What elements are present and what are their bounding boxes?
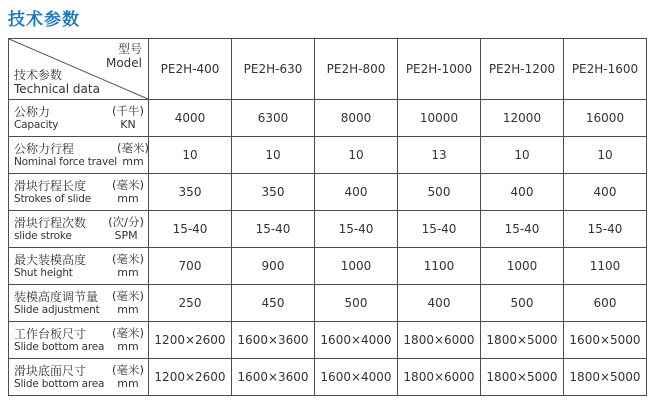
value-cell: 16000: [564, 100, 647, 137]
value-cell: 1800×6000: [398, 359, 481, 396]
param-unit-cn: (毫米): [117, 140, 149, 155]
value-cell: 15-40: [564, 211, 647, 248]
column-header-pe2h-630: PE2H-630: [232, 39, 315, 100]
param-unit-cn: (毫米): [112, 177, 144, 192]
value-cell: 8000: [315, 100, 398, 137]
param-unit-en: mm: [117, 340, 139, 354]
table-row: [9, 248, 647, 285]
value-cell: 600: [564, 285, 647, 322]
value-cell: 700: [149, 248, 232, 285]
header-row: [9, 39, 647, 100]
value-cell: 1200×2600: [149, 359, 232, 396]
value-cell: 900: [232, 248, 315, 285]
param-unit-en: mm: [117, 303, 139, 317]
value-cell: 1200×2600: [149, 322, 232, 359]
corner-model-en: Model: [105, 56, 142, 71]
value-cell: 350: [232, 174, 315, 211]
value-cell: 400: [564, 174, 647, 211]
param-name-en: Strokes of slide: [14, 192, 91, 205]
value-cell: 13: [398, 137, 481, 174]
value-cell: 15-40: [315, 211, 398, 248]
param-unit-en: mm: [117, 192, 139, 206]
value-cell: 10: [564, 137, 647, 174]
value-cell: 10: [315, 137, 398, 174]
value-cell: 1600×3600: [232, 322, 315, 359]
param-name-cn: 公称力: [14, 104, 51, 119]
value-cell: 500: [315, 285, 398, 322]
row-label-cell: [9, 285, 149, 322]
param-name-en: Capacity: [14, 118, 59, 131]
value-cell: 10000: [398, 100, 481, 137]
value-cell: 10: [149, 137, 232, 174]
param-name-cn: 滑块行程次数: [14, 215, 87, 230]
table-row: [9, 285, 647, 322]
table-row: [9, 137, 647, 174]
param-unit-cn: (毫米): [112, 325, 144, 340]
value-cell: 1100: [398, 248, 481, 285]
table-row: [9, 100, 647, 137]
param-name-cn: 装模高度调节量: [14, 289, 99, 304]
row-label-cell: [9, 359, 149, 396]
param-unit-cn: (毫米): [112, 362, 144, 377]
table-row: [9, 359, 647, 396]
value-cell: 450: [232, 285, 315, 322]
value-cell: 1100: [564, 248, 647, 285]
corner-model-label: [106, 42, 142, 70]
value-cell: 15-40: [398, 211, 481, 248]
value-cell: 400: [481, 174, 564, 211]
param-unit-en: mm: [122, 155, 144, 169]
param-name-en: Slide adjustment: [14, 303, 100, 316]
column-header-pe2h-1000: PE2H-1000: [398, 39, 481, 100]
value-cell: 15-40: [232, 211, 315, 248]
column-header-pe2h-1600: PE2H-1600: [564, 39, 647, 100]
param-name-en: slide stroke: [14, 229, 72, 242]
value-cell: 1600×3600: [232, 359, 315, 396]
param-unit-en: SPM: [114, 229, 138, 243]
spec-table: [8, 38, 647, 396]
param-unit-cn: (次/分): [108, 214, 144, 229]
value-cell: 400: [398, 285, 481, 322]
value-cell: 10: [481, 137, 564, 174]
corner-tech-label: [14, 68, 100, 96]
value-cell: 1800×5000: [481, 322, 564, 359]
value-cell: 15-40: [481, 211, 564, 248]
row-label-cell: [9, 100, 149, 137]
value-cell: 12000: [481, 100, 564, 137]
value-cell: 250: [149, 285, 232, 322]
param-name-en: Shut height: [14, 266, 73, 279]
corner-model-cn: 型号: [117, 42, 142, 56]
table-row: [9, 322, 647, 359]
value-cell: 1600×4000: [315, 322, 398, 359]
value-cell: 4000: [149, 100, 232, 137]
page-title: 技术参数: [8, 10, 80, 30]
corner-tech-cn: 技术参数: [14, 67, 63, 82]
value-cell: 500: [398, 174, 481, 211]
param-name-en: Slide bottom area: [14, 340, 105, 353]
row-label-cell: [9, 322, 149, 359]
row-label-cell: [9, 174, 149, 211]
value-cell: 1800×6000: [398, 322, 481, 359]
value-cell: 10: [232, 137, 315, 174]
param-name-en: Nominal force travel: [14, 155, 118, 168]
table-row: [9, 211, 647, 248]
param-unit-en: KN: [120, 118, 136, 132]
param-unit-en: mm: [117, 377, 139, 391]
value-cell: 1000: [315, 248, 398, 285]
value-cell: 1800×5000: [481, 359, 564, 396]
value-cell: 400: [315, 174, 398, 211]
param-name-cn: 公称力行程: [14, 141, 75, 156]
value-cell: 15-40: [149, 211, 232, 248]
corner-tech-en: Technical data: [14, 81, 100, 96]
column-header-pe2h-400: PE2H-400: [149, 39, 232, 100]
corner-cell: [9, 39, 149, 100]
value-cell: 6300: [232, 100, 315, 137]
param-name-cn: 工作台板尺寸: [14, 326, 87, 341]
value-cell: 1600×4000: [315, 359, 398, 396]
param-unit-cn: (毫米): [112, 288, 144, 303]
value-cell: 1600×5000: [564, 322, 647, 359]
column-header-pe2h-1200: PE2H-1200: [481, 39, 564, 100]
param-name-cn: 滑块行程长度: [14, 178, 87, 193]
table-row: [9, 174, 647, 211]
value-cell: 500: [481, 285, 564, 322]
row-label-cell: [9, 137, 149, 174]
param-unit-cn: (千牛): [112, 103, 144, 118]
param-name-cn: 最大装模高度: [14, 252, 87, 267]
row-label-cell: [9, 211, 149, 248]
value-cell: 1000: [481, 248, 564, 285]
column-header-pe2h-800: PE2H-800: [315, 39, 398, 100]
param-unit-cn: (毫米): [112, 251, 144, 266]
param-unit-en: mm: [117, 266, 139, 280]
param-name-cn: 滑块底面尺寸: [14, 363, 87, 378]
value-cell: 350: [149, 174, 232, 211]
param-name-en: Slide bottom area: [14, 377, 105, 390]
value-cell: 1800×5000: [564, 359, 647, 396]
row-label-cell: [9, 248, 149, 285]
